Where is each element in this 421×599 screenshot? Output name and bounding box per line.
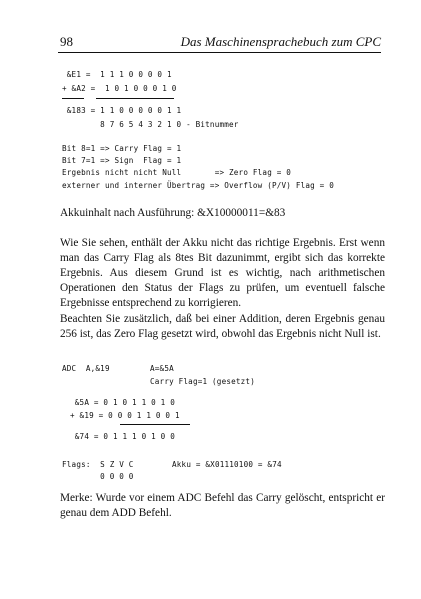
calc2-line1: &5A = 0 1 0 1 1 0 1 0 xyxy=(70,398,175,407)
calc1-rule-right xyxy=(96,98,174,99)
carry-flag-state: Carry Flag=1 (gesetzt) xyxy=(150,377,255,386)
paragraph-2: Beachten Sie zusätzlich, daß bei einer Addition, deren Ergebnis genau 256 ist, das Zero Flag gesetzt wird, obwohl das Ergebnis nicht Null ist. xyxy=(60,313,385,340)
result-line: Akkuinhalt nach Ausführung: &X10000011=&83 xyxy=(60,207,286,219)
calc1-line3: &183 = 1 1 0 0 0 0 0 1 1 xyxy=(62,106,182,115)
adc-instruction: ADC A,&19 xyxy=(62,364,110,373)
header-rule xyxy=(58,52,381,53)
calc1-rule-left xyxy=(62,98,84,99)
calc2-line3: &74 = 0 1 1 1 0 1 0 0 xyxy=(70,432,175,441)
akku-result: Akku = &X01110100 = &74 xyxy=(172,460,282,469)
calc1-line1: &E1 = 1 1 1 0 0 0 0 1 xyxy=(62,70,172,79)
flag-line-overflow: externer und interner Übertrag => Overflow (P/V) Flag = 0 xyxy=(62,181,334,190)
merke-note: Merke: Wurde vor einem ADC Befehl das Carry gelöscht, entspricht er genau dem ADD Befehl. xyxy=(60,492,385,519)
flag-line-sign: Bit 7=1 => Sign Flag = 1 xyxy=(62,156,182,165)
paragraph-1: Wie Sie sehen, enthält der Akku nicht das richtige Ergebnis. Erst wenn man das Carry Flag als 8tes Bit dazunimmt, ergibt sich das korrekte Ergebnis. Aus diesem Grund ist es wichtig, nach arithmetischen Operationen den Status der Flags zu prüfen, um eventuell falsche Ergebnisse entsprechend zu korrigieren. xyxy=(60,237,385,309)
a-register-value: A=&5A xyxy=(150,364,174,373)
calc2-line2: + &19 = 0 0 0 1 1 0 0 1 xyxy=(70,411,180,420)
page-number: 98 xyxy=(60,34,73,49)
flags-values: 0 0 0 0 xyxy=(62,472,134,481)
calc1-bitnumbers: 8 7 6 5 4 3 2 1 0 - Bitnummer xyxy=(62,120,239,129)
running-title: Das Maschinensprachebuch zum CPC xyxy=(180,34,381,49)
flag-line-zero: Ergebnis nicht nicht Null => Zero Flag = 0 xyxy=(62,168,292,177)
calc1-line2: + &A2 = 1 0 1 0 0 0 1 0 xyxy=(62,84,177,93)
calc2-rule xyxy=(120,424,190,425)
flags-label: Flags: S Z V C xyxy=(62,460,134,469)
flag-line-carry: Bit 8=1 => Carry Flag = 1 xyxy=(62,144,182,153)
